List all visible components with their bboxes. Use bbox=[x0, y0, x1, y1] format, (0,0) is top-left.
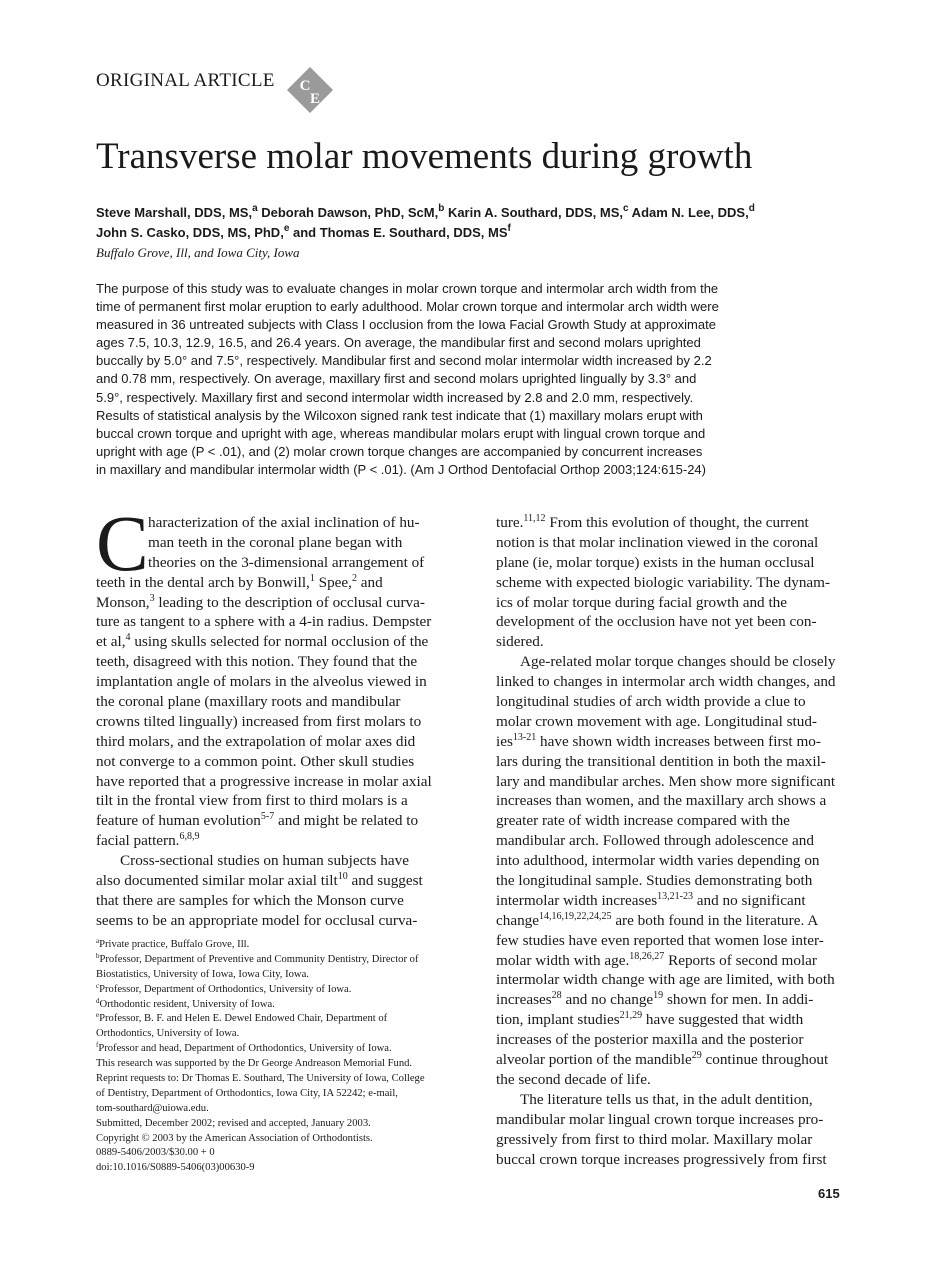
author-location: Buffalo Grove, Ill, and Iowa City, Iowa bbox=[96, 245, 300, 260]
body-line: feature of human evolution$^{5-7}$ and might be related to bbox=[96, 811, 419, 830]
citation-superscript: 11,12 bbox=[523, 513, 546, 524]
footnote-line: $^e$Professor, B. F. and Helen E. Dewel Endowed Chair, Department of bbox=[96, 1011, 388, 1025]
abstract-line: and 0.78 mm, respectively. On average, maxillary first and second molars uprighted lingually by 3.3° and bbox=[96, 371, 697, 387]
footnote-line: $^d$Orthodontic resident, University of Iowa. bbox=[96, 996, 275, 1010]
body-line: haracterization of the axial inclination of hu- bbox=[148, 514, 420, 531]
body-line: into adulthood, intermolar width varies depending on bbox=[496, 852, 820, 870]
body-line: the coronal plane (maxillary roots and mandibular bbox=[96, 693, 401, 711]
body-line: mandibular molar lingual crown torque increases pro- bbox=[496, 1110, 824, 1128]
body-line: notion is that molar inclination viewed in the coronal bbox=[496, 533, 819, 551]
drop-cap: C bbox=[96, 501, 149, 588]
body-line: tion, implant studies$^{21,29}$ have suggested that width bbox=[496, 1010, 804, 1029]
body-line: sidered. bbox=[496, 633, 544, 651]
body-line: increases than women, and the maxillary arch shows a bbox=[496, 792, 827, 810]
citation-superscript: 5-7 bbox=[260, 811, 275, 823]
body-line: buccal crown torque increases progressively from first bbox=[496, 1150, 827, 1168]
ce-badge-letter-c: C bbox=[299, 78, 311, 94]
body-line: lary and mandibular arches. Men show more significant bbox=[496, 772, 836, 790]
body-line: teeth in the dental arch by Bonwill,$^1$ Spee,$^2$ and bbox=[96, 572, 383, 591]
body-line: increases of the posterior maxilla and the posterior bbox=[496, 1031, 804, 1049]
footnote-mark: f bbox=[96, 1041, 99, 1050]
body-line: et al,$^4$ using skulls selected for normal occlusion of the bbox=[96, 632, 429, 651]
footnote-line: $^c$Professor, Department of Orthodontics, University of Iowa. bbox=[96, 981, 352, 995]
body-line: third molars, and the extrapolation of molar axes did bbox=[96, 732, 416, 750]
affiliation-mark: f bbox=[507, 223, 511, 234]
body-line: gressively from first to third molar. Maxillary molar bbox=[496, 1130, 813, 1148]
footnote-line: $^b$Professor, Department of Preventive and Community Dentistry, Director of bbox=[96, 951, 419, 965]
footnote-mark: d bbox=[96, 996, 100, 1005]
body-line: ture as tangent to a sphere with a 4-in radius. Dempster bbox=[96, 613, 432, 631]
footnote-mark: e bbox=[96, 1011, 100, 1020]
citation-superscript: 13-21 bbox=[512, 731, 537, 743]
footnote-mark: a bbox=[96, 937, 100, 945]
author-name: Karin A. Southard, DDS, MS, bbox=[444, 205, 623, 220]
body-column-left bbox=[96, 513, 456, 931]
author-name: Steve Marshall, DDS, MS, bbox=[96, 205, 253, 220]
abstract bbox=[96, 280, 800, 479]
body-line: intermolar width change with age are limited, with both bbox=[496, 971, 835, 989]
body-line: development of the occlusion have not yet been con- bbox=[496, 613, 817, 631]
body-line: increases$^{28}$ and no change$^{19}$ shown for men. In addi- bbox=[496, 990, 814, 1009]
author-name: Deborah Dawson, PhD, ScM, bbox=[257, 205, 439, 220]
citation-superscript: 1 bbox=[309, 572, 315, 584]
citation-superscript: 14,16,19,22,24,25 bbox=[539, 910, 612, 922]
author-name: Adam N. Lee, DDS, bbox=[628, 205, 749, 220]
citation-superscript: 18,26,27 bbox=[629, 950, 665, 962]
body-line: The literature tells us that, in the adult dentition, bbox=[520, 1090, 813, 1108]
affiliation-mark: e bbox=[283, 223, 290, 234]
page-number: 615 bbox=[818, 1186, 840, 1201]
footnote-mark: c bbox=[96, 981, 100, 990]
citation-superscript: 28 bbox=[551, 990, 562, 1002]
author-name: and Thomas E. Southard, DDS, MS bbox=[289, 225, 508, 240]
affiliation-mark: c bbox=[622, 203, 629, 214]
body-line: have reported that a progressive increase in molar axial bbox=[96, 772, 432, 790]
footnote-line: Reprint requests to: Dr Thomas E. Southard, The University of Iowa, College bbox=[96, 1073, 425, 1085]
body-line: plane (ie, molar torque) exists in the human occlusal bbox=[496, 553, 815, 571]
body-line: scheme with expected biologic variability. The dynam- bbox=[496, 573, 831, 591]
body-column-right bbox=[496, 513, 856, 1169]
body-line: molar width with age.$^{18,26,27}$ Reports of second molar bbox=[496, 950, 817, 969]
body-line: ies$^{13-21}$ have shown width increases between first mo- bbox=[496, 731, 821, 750]
body-line: Cross-sectional studies on human subjects have bbox=[120, 852, 409, 870]
footnote-line: $^a$Private practice, Buffalo Grove, Ill. bbox=[96, 937, 250, 950]
body-line: alveolar portion of the mandible$^{29}$ continue throughout bbox=[496, 1050, 829, 1069]
author-line-2 bbox=[96, 225, 511, 240]
footnote-line: Submitted, December 2002; revised and accepted, January 2003. bbox=[96, 1117, 371, 1129]
body-line: mandibular arch. Followed through adolescence and bbox=[496, 832, 814, 850]
body-line: ics of molar torque during facial growth and the bbox=[496, 593, 788, 611]
footnote-mark: b bbox=[96, 951, 100, 960]
body-line: not converge to a common point. Other skull studies bbox=[96, 752, 415, 770]
abstract-line: measured in 36 untreated subjects with Class I occlusion from the Iowa Facial Growth Study at approximate bbox=[96, 317, 716, 333]
ce-badge-icon bbox=[286, 66, 334, 114]
footnote-line: 0889-5406/2003/$30.00 + 0 bbox=[96, 1147, 215, 1159]
body-line: ture.$^{11,12}$ From this evolution of thought, the current bbox=[496, 513, 809, 531]
body-line: longitudinal studies of arch width provide a clue to bbox=[496, 693, 806, 711]
author-line-1 bbox=[96, 205, 755, 220]
body-line: facial pattern.$^{6,8,9}$ bbox=[96, 831, 200, 850]
body-line: change$^{14,16,19,22,24,25}$ are both found in the literature. A bbox=[496, 910, 819, 929]
section-label: ORIGINAL ARTICLE bbox=[96, 70, 275, 91]
abstract-line: buccal crown torque and upright with age, whereas mandibular molars erupt with lingual crown torque and bbox=[96, 425, 706, 441]
body-line: teeth, disagreed with this notion. They found that the bbox=[96, 653, 418, 671]
body-line: tilt in the frontal view from first to third molars is a bbox=[96, 792, 408, 810]
body-line: man teeth in the coronal plane began with bbox=[148, 533, 403, 551]
body-line: implantation angle of molars in the alveolus viewed in bbox=[96, 673, 427, 691]
ce-badge-letter-e: E bbox=[309, 91, 321, 107]
citation-superscript: 4 bbox=[125, 632, 131, 644]
footnote-line: doi:10.1016/S0889-5406(03)00630-9 bbox=[96, 1162, 255, 1174]
body-line: theories on the 3-dimensional arrangement of bbox=[148, 553, 425, 571]
footnote-line: of Dentistry, Department of Orthodontics, Iowa City, IA 52242; e-mail, bbox=[96, 1087, 398, 1099]
body-line: the second decade of life. bbox=[496, 1070, 651, 1088]
abstract-line: upright with age (P < .01), and (2) molar crown torque changes are accompanied by concurrent increases bbox=[96, 443, 703, 459]
author-name: John S. Casko, DDS, MS, PhD, bbox=[96, 225, 284, 240]
citation-superscript: 10 bbox=[337, 871, 348, 883]
footnotes bbox=[96, 938, 458, 1176]
footnote-line: tom-southard@uiowa.edu. bbox=[96, 1102, 209, 1114]
body-line: linked to changes in intermolar arch width changes, and bbox=[496, 673, 836, 691]
footnote-line: Copyright © 2003 by the American Association of Orthodontists. bbox=[96, 1132, 373, 1144]
affiliation-mark: b bbox=[438, 203, 445, 214]
body-line: intermolar width increases$^{13,21-23}$ and no significant bbox=[496, 890, 806, 909]
body-line: Age-related molar torque changes should be closely bbox=[520, 653, 836, 671]
body-line: that there are samples for which the Monson curve bbox=[96, 891, 404, 909]
body-line: molar crown movement with age. Longitudinal stud- bbox=[496, 712, 817, 730]
abstract-line: 5.9°, respectively. Maxillary first and second intermolar width increased by 2.8 and 2.0 mm, respectively. bbox=[96, 389, 694, 405]
body-line: Monson,$^3$ leading to the description of occlusal curva- bbox=[96, 592, 425, 611]
citation-superscript: 21,29 bbox=[619, 1010, 643, 1022]
body-line: greater rate of width increase compared with the bbox=[496, 812, 790, 830]
affiliation-mark: d bbox=[748, 203, 755, 214]
body-line: also documented similar molar axial tilt$^{10}$ and suggest bbox=[96, 871, 423, 890]
body-line: the longitudinal sample. Studies demonstrating both bbox=[496, 872, 813, 890]
footnote-line: $^f$Professor and head, Department of Orthodontics, University of Iowa. bbox=[96, 1041, 392, 1055]
citation-superscript: 19 bbox=[653, 990, 664, 1002]
body-line: lars during the transitional dentition in both the maxil- bbox=[496, 752, 826, 770]
footnote-line: Biostatistics, University of Iowa, Iowa City, Iowa. bbox=[96, 968, 309, 980]
abstract-line: in maxillary and mandibular intermolar width (P < .01). (Am J Orthod Dentofacial Orthop 2003;124:615-24) bbox=[96, 461, 706, 477]
citation-superscript: 29 bbox=[691, 1050, 702, 1062]
abstract-line: Results of statistical analysis by the Wilcoxon signed rank test indicate that (1) maxillary molars erupt with bbox=[96, 407, 703, 423]
footnote-line: This research was supported by the Dr George Andreason Memorial Fund. bbox=[96, 1058, 413, 1070]
body-line: seems to be an appropriate model for occlusal curva- bbox=[96, 911, 418, 929]
abstract-line: time of permanent first molar eruption to early adulthood. Molar crown torque and intermolar arch width were bbox=[96, 299, 719, 315]
body-line: crowns tilted lingually) increased from first molars to bbox=[96, 712, 422, 730]
article-title: Transverse molar movements during growth bbox=[96, 136, 753, 177]
citation-superscript: 2 bbox=[351, 572, 357, 584]
citation-superscript: 13,21-23 bbox=[657, 890, 693, 902]
citation-superscript: 6,8,9 bbox=[179, 831, 200, 843]
body-line: few studies have even reported that women lose inter- bbox=[496, 931, 824, 949]
abstract-line: ages 7.5, 10.3, 12.9, 16.5, and 26.4 years. On average, the mandibular first and second molars uprighted bbox=[96, 335, 701, 351]
abstract-line: buccally by 5.0° and 7.5°, respectively. Mandibular first and second molar intermolar width increased by 2.2 bbox=[96, 353, 712, 369]
footnote-line: Orthodontics, University of Iowa. bbox=[96, 1028, 240, 1040]
abstract-line: The purpose of this study was to evaluate changes in molar crown torque and intermolar arch width from the bbox=[96, 281, 719, 296]
citation-superscript: 3 bbox=[149, 592, 155, 604]
affiliation-mark: a bbox=[252, 203, 258, 214]
